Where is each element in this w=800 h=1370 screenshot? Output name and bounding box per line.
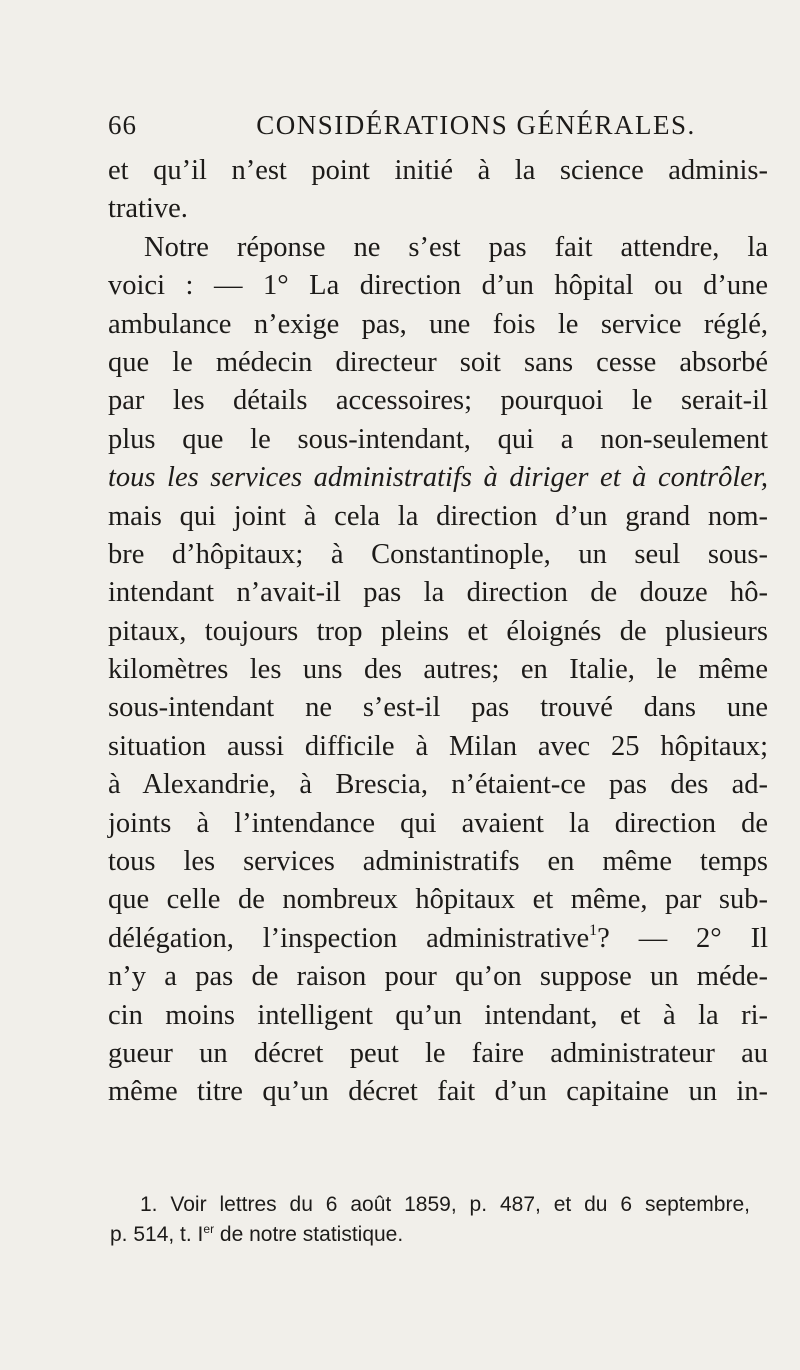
running-head: CONSIDÉRATIONS GÉNÉRALES. [256, 110, 696, 140]
text-fragment: de notre statistique. [214, 1223, 404, 1246]
text-line: mais qui joint à cela la direction d’un grand nom- [108, 500, 768, 532]
footnote-line [110, 1220, 760, 1250]
footnote-reference[interactable]: 1 [589, 921, 598, 939]
text-line: situation aussi difficile à Milan avec 25 hôpitaux; [108, 730, 768, 762]
text-line: n’y a pas de raison pour qu’on suppose un méde- [108, 961, 768, 993]
text-line: par les détails accessoires; pourquoi le serait-il [108, 385, 768, 417]
footnotes [110, 1190, 760, 1250]
text-line: Notre réponse ne s’est pas fait attendre, la [144, 231, 768, 263]
page-header [108, 110, 768, 150]
text-line: cin moins intelligent qu’un intendant, et à la ri- [108, 999, 768, 1031]
text-line: joints à l’intendance qui avaient la direction de [108, 807, 768, 839]
text-fragment: délégation, l’inspection administrative [108, 922, 590, 954]
text-line: pitaux, toujours trop pleins et éloignés de plusieurs [108, 615, 768, 647]
text-line: plus que le sous-intendant, qui a non-seulement [108, 423, 768, 455]
superscript: er [203, 1222, 215, 1236]
text-line-italic: tous les services administratifs à diriger et à contrôler, [108, 462, 768, 494]
text-line: kilomètres les uns des autres; en Italie, le même [108, 654, 768, 686]
text-line: trative. [108, 193, 188, 225]
text-line-with-footnote-ref [108, 920, 768, 958]
text-fragment: ? — 2° Il [597, 922, 768, 954]
text-line: que le médecin directeur soit sans cesse absorbé [108, 346, 768, 378]
text-line: intendant n’avait-il pas la direction de douze hô- [108, 577, 768, 609]
text-line: à Alexandrie, à Brescia, n’étaient-ce pas des ad- [108, 769, 768, 801]
text-line: gueur un décret peut le faire administrateur au [108, 1037, 768, 1069]
text-line: ambulance n’exige pas, une fois le service réglé, [108, 308, 768, 340]
body-text [108, 152, 768, 1112]
text-line: et qu’il n’est point initié à la science adminis- [108, 155, 768, 186]
text-line: que celle de nombreux hôpitaux et même, par sub- [108, 884, 768, 916]
footnote-line: 1. Voir lettres du 6 août 1859, p. 487, et du 6 septembre, [140, 1193, 750, 1216]
text-line: même titre qu’un décret fait d’un capitaine un in- [108, 1076, 768, 1108]
text-line: tous les services administratifs en même temps [108, 846, 768, 878]
page-number: 66 [108, 110, 137, 140]
text-line: bre d’hôpitaux; à Constantinople, un seul sous- [108, 538, 768, 570]
text-fragment: p. 514, t. I [110, 1223, 204, 1246]
text-line: voici : — 1° La direction d’un hôpital ou d’une [108, 270, 768, 302]
text-line: sous-intendant ne s’est-il pas trouvé dans une [108, 692, 768, 724]
